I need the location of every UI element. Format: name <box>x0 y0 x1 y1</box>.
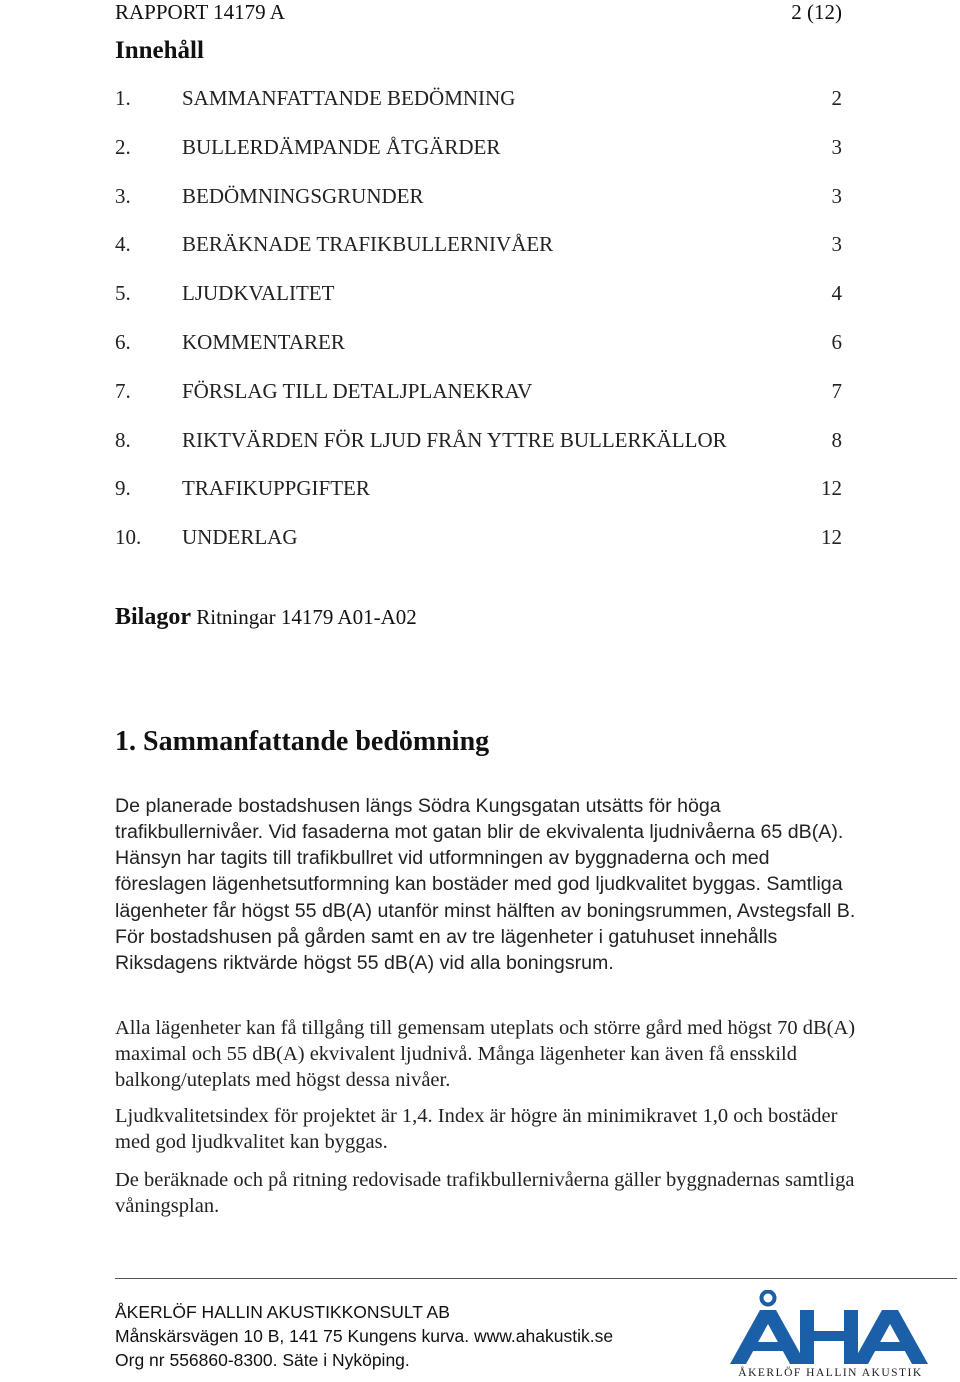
company-address: Månskärsvägen 10 B, 141 75 Kungens kurva. www.ahakustik.se <box>115 1326 614 1346</box>
toc-item[interactable]: 5. LJUDKVALITET 4 <box>115 281 842 306</box>
toc-item[interactable]: 10. UNDERLAG 12 <box>115 525 842 550</box>
section-heading: 1. Sammanfattande bedömning <box>115 726 490 757</box>
company-name: ÅKERLÖF HALLIN AKUSTIKKONSULT AB <box>115 1302 450 1322</box>
page-number: 2 (12) <box>791 0 842 24</box>
report-number: RAPPORT 14179 A <box>115 0 285 24</box>
page-header <box>115 0 842 26</box>
toc-item[interactable]: 8. RIKTVÄRDEN FÖR LJUD FRÅN YTTRE BULLERKÄLLOR 8 <box>115 427 842 452</box>
toc-item[interactable]: 3. BEDÖMNINGSGRUNDER 3 <box>115 183 842 208</box>
company-org-number: Org nr 556860-8300. Säte i Nyköping. <box>115 1350 410 1370</box>
appendix-label: Bilagor <box>115 604 191 630</box>
paragraph: De beräknade och på ritning redovisade trafikbullernivåerna gäller byggnadernas samtliga våningsplan. <box>115 1168 855 1217</box>
paragraph: Ljudkvalitetsindex för projektet är 1,4. Index är högre än minimikravet 1,0 och bostäder med god ljudkvalitet kan byggas. <box>115 1104 838 1153</box>
toc-item[interactable]: 4. BERÄKNADE TRAFIKBULLERNIVÅER 3 <box>115 232 842 257</box>
appendix-text: Ritningar 14179 A01-A02 <box>196 605 417 629</box>
paragraph: De planerade bostadshusen längs Södra Kungsgatan utsätts för höga trafikbullernivåer. Vid fasaderna mot gatan blir de ekvivalenta ljudnivåerna 65 dB(A). Hänsyn har tagits till trafikbullret vid utformningen av byggnaderna och med föreslagen lägenhetsutformning kan bostäder med god ljudkvalitet byggas. Samtliga lägenheter får högst 55 dB(A) utanför minst hälften av boningsrummen, Avstegsfall B. För bostadshusen på gården samt en av tre lägenheter i gatuhuset innehålls Riksdagens riktvärde högst 55 dB(A) vid alla boningsrum. <box>115 794 856 975</box>
toc-item[interactable]: 9. TRAFIKUPPGIFTER 12 <box>115 476 842 501</box>
toc-item[interactable]: 7. FÖRSLAG TILL DETALJPLANEKRAV 7 <box>115 378 842 403</box>
toc-title: Innehåll <box>115 37 204 64</box>
appendix-line <box>115 604 417 631</box>
page-footer <box>115 1300 613 1372</box>
paragraph: Alla lägenheter kan få tillgång till gemensam uteplats och större gård med högst 70 dB(A) maximal och 55 dB(A) ekvivalent ljudnivå. Många lägenheter kan även få ensskild balkong/uteplats med högst dessa nivåer. <box>115 1016 856 1092</box>
toc-item[interactable]: 6. KOMMENTARER 6 <box>115 329 842 354</box>
logo-caption: ÅKERLÖF HALLIN AKUSTIK <box>738 1367 923 1379</box>
toc-item[interactable]: 2. BULLERDÄMPANDE ÅTGÄRDER 3 <box>115 134 842 159</box>
footer-divider <box>115 1278 957 1279</box>
table-of-contents <box>115 86 842 574</box>
toc-item[interactable]: 1. SAMMANFATTANDE BEDÖMNING 2 <box>115 86 842 110</box>
